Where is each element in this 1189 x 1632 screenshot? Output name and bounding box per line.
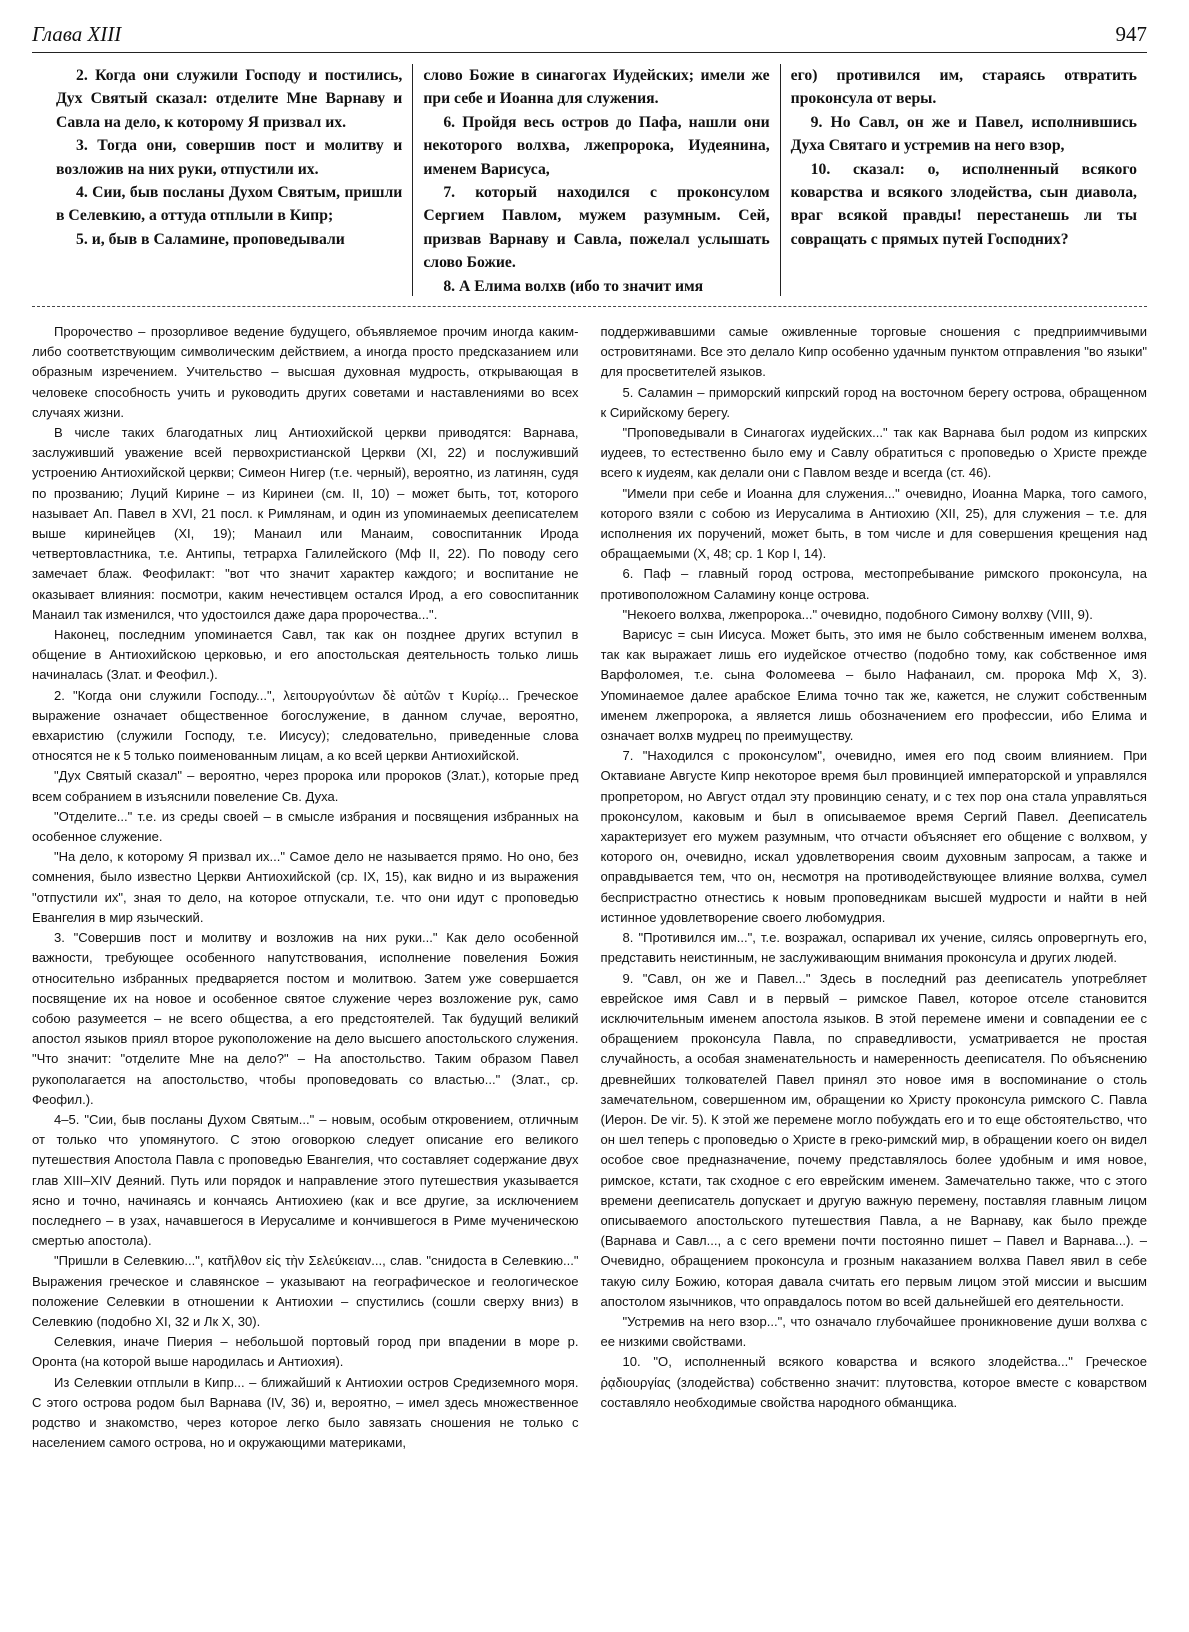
verse-paragraph: 10. сказал: о, исполненный всякого коварства и всякого злодейства, сын диавола, враг всякой правды! перестанешь ли ты совращать с прямых путей Господних? [790,160,1137,248]
commentary-paragraph: 9. "Савл, он же и Павел..." Здесь в последний раз дееписатель употребляет еврейское имя Савл и в первый – римское Павел, которое отселе становится исключительным именем апостола языков. В этой перемене имени и совпадении ее с обращением проконсула Павла, по справедливости, усматривается не простая случайность, а особая знаменательность и намеренность дееписателя. По объяснению древнейших толкователей Павел принял это новое имя в воспоминание о столь замечательном, совершенном им, обращении ко Христу проконсула римского С. Павла (Иерон. De vir. 5). К этой же перемене могло побуждать его и то еще обстоятельство, что он шел теперь с проповедью о Христе в греко-римский мир, в обращении коего он видел особое свое предназначение, почему представлялось более удобным и имя новое, римское, кстати, так сходное с его еврейским именем. Замечательно также, что с этого времени дееписатель допускает и другую важную перемену, поставляя главным лицом описываемого апостольского путешествия Павла, а не Варнаву, как было прежде (Варнава и Савл..., а с сего времени почти постоянно пишет – Павел и Варнава...). – Очевидно, обращением проконсула и грозным наказанием волхва Павел явил в себе такую силу Божию, которая давала считать его первым лицом этой миссии и высшим апостолом язычников, что оправдалось потом во всей дальнейшей его деятельности. [600,970,1147,1309]
commentary-paragraph: 8. "Противился им...", т.е. возражал, оспаривал их учение, силясь опровергнуть его, представить неистинным, не заслуживающим внимания проконсула и других людей. [600,930,1147,966]
verse-column [412,64,779,296]
commentary-paragraph: Наконец, последним упоминается Савл, так как он позднее других вступил в общение в Антиохийскою церковью, и его апостольская деятельность только лишь начиналась (Злат. и Феофил.). [32,627,579,683]
verse-paragraph: 6. Пройдя весь остров до Пафа, нашли они некоторого волхва, лжепророка, Иудеянина, именем Варисуса, [423,113,770,178]
commentary-paragraph: "Пришли в Селевкию...", κατῆλθον εἰς τὴν Σελεύκειαν..., слав. "снидоста в Селевкию..." Выражения греческое и славянское – указывают на географическое и геологическое положение Селевкии в отношении к Антиохии – спустились (сошли сверху вниз) в Селевкию (подобно XI, 32 и Лк X, 30). [32,1253,579,1329]
commentary-paragraph: Из Селевкии отплыли в Кипр... – ближайший к Антиохии остров Средиземного моря. С этого острова родом был Варнава (IV, 36) и, вероятно, – имел здесь множественное родство и знакомство, через которое легко было завязать сношения не только с населением самого острова, но и окружающими материками, [32,1374,579,1451]
verse-paragraph: 8. А Елима волхв (ибо то значит имя [443,277,704,295]
verse-paragraph: 7. который находился с проконсулом Сергием Павлом, мужем разумным. Сей, призвав Варнаву и Савла, пожелал услышать слово Божие. [423,184,770,272]
commentary-paragraph: 4–5. "Сии, быв посланы Духом Святым..." – новым, особым откровением, отличным от только что упомянутого. С этою оговоркою следует описание его великого путешествия Апостола Павла с проповедью Евангелия, что составляет содержание двух глав XIII–XIV Деяний. Путь или порядок и направление этого путешествия указывается ясно и точно, начинаясь и кончаясь Антиохиею (как и все другие, за исключением последнего – в узах, начавшегося в Иерусалиме и кончившегося в Риме мученическою смертью апостола). [32,1111,579,1249]
commentary-paragraph: 3. "Совершив пост и молитву и возложив на них руки..." Как дело особенной важности, требующее особенного напутствования, исполнение повеления Божия относительно избранных предваряется постом и молитвою. Затем уже совершается посвящение их на новое и особенное святое служение через возложение рук, само собою разумеется – не всего общества, а его предстоятелей. Так будущий великий апостол языков приял второе рукоположение на дело высшего апостольского служения. "Что значит: "отделите Мне на дело?" – На апостольство. Таким образом Павел рукополагается на апостольство, чтобы проповедовать со властью..." (Злат., ср. Феофил.). [32,930,579,1107]
scripture-verses [32,64,1147,296]
section-divider [32,306,1147,307]
commentary-paragraph: "Некоего волхва, лжепророка..." очевидно, подобного Симону волхву (VIII, 9). [622,606,1093,622]
commentary-column [601,322,1148,1622]
commentary-paragraph: "Имели при себе и Иоанна для служения..." очевидно, Иоанна Марка, того самого, которого взяли с собою из Иерусалима в Антиохию (XII, 25), для служения – т.е. для исполнения их поручений, может быть, в том числе и для совершения крещения над обращаемыми (X, 48; ср. 1 Кор I, 14). [600,485,1147,562]
commentary-paragraph: Варисус = сын Иисуса. Может быть, это имя не было собственным именем волхва, так как выражает лишь его иудейское отчество (подобно тому, как собственное имя Варфоломея, т.е. сына Фоломеева – было Нафанаил, см. пророка Мф X, 3). Упоминаемое далее арабское Елима точно так же, кажется, не служит собственным именем лжепророка, а является лишь обозначением его профессии, ибо Елима и означает волхв мудрец по преимуществу. [600,627,1147,744]
verse-paragraph: 9. Но Савл, он же и Павел, исполнившись Духа Святаго и устремив на него взор, [790,113,1137,155]
commentary-paragraph: 2. "Когда они служили Господу...", λειτουργούντων δὲ αὐτῶν τ Κυρίῳ... Греческое выражение означает общественное богослужение, в данном случае, вероятно, евхаристию (служили Господу, т.е. Иисусу); следовательно, приведенные слова относятся не к 5 только поименованным лицам, а ко всей церкви Антиохийской. [32,687,579,764]
commentary-paragraph: Пророчество – прозорливое ведение будущего, объявляемое прочим иногда каким-либо соответствующим символическим действием, а иногда просто предсказанием или образным изречением. Учительство – высшая духовная мудрость, открывающая в человеке способность учить и руководить других советами и наставлениями во всех случаях жизни. [32,324,579,420]
verse-paragraph: 5. и, быв в Саламине, проповедывали [76,230,345,248]
commentary-paragraph: 10. "О, исполненный всякого коварства и всякого злодейства..." Греческое ῥᾳδιουργίας (злодейства) собственно значит: плутовства, которое вместе с коварством составляло необходимые свойства народного обманщика. [600,1354,1147,1410]
chapter-title: Глава XIII [32,22,122,46]
commentary-paragraph: "Устремив на него взор...", что означало глубочайшее проникновение души волхва с ее низкими свойствами. [600,1313,1147,1350]
verse-column [32,64,412,296]
verse-paragraph: 2. Когда они служили Господу и постились, Дух Святый сказал: отделите Мне Варнаву и Савла на дело, к которому Я призвал их. [56,67,403,131]
commentary-paragraph: "Дух Святый сказал" – вероятно, через пророка или пророков (Злат.), которые пред всем собранием в изъяснили повеление Св. Духа. [32,768,579,804]
commentary-paragraph: "Отделите..." т.е. из среды своей – в смысле избрания и посвящения избранных на особенное служение. [32,808,579,845]
commentary-paragraph: Селевкия, иначе Пиерия – небольшой портовый город при впадении в море р. Оронта (на которой выше народилась и Антиохия). [32,1334,579,1370]
verse-paragraph: 3. Тогда они, совершив пост и молитву и возложив на них руки, отпустили их. [56,137,403,178]
verse-paragraph: 4. Сии, быв посланы Духом Святым, пришли в Селевкию, а оттуда отплыли в Кипр; [56,184,403,225]
commentary-paragraph: 5. Саламин – приморский кипрский город на восточном берегу острова, обращенном к Сирийскому берегу. [600,384,1147,420]
verse-paragraph: слово Божие в синагогах Иудейских; имели же при себе и Иоанна для служения. [423,67,770,108]
commentary-column [32,322,579,1622]
commentary-paragraph: поддерживавшими самые оживленные торговые сношения с предприимчивыми островитянами. Все это делало Кипр особенно удачным пунктом отправления "во языки" для просветителей языков. [600,324,1147,380]
commentary-paragraph: 6. Паф – главный город острова, местопребывание римского проконсула, на противоположном Саламину конце острова. [600,566,1147,602]
verse-column [780,64,1147,296]
page-number: 947 [1115,22,1147,46]
commentary-paragraph: "На дело, к которому Я призвал их..." Самое дело не называется прямо. Но оно, без сомнения, было известно Церкви Антиохийской (ср. IX, 15), как видно и из выражения "отпустили их", зная то дело, на которое отпускали, т.е. что они идут с проповедью Евангелия в мир языческий. [32,849,579,925]
commentary-paragraph: "Проповедывали в Синагогах иудейских..." так как Варнава был родом из кипрских иудеев, то естественно было ему и Савлу обратиться с проповедью о Христе прежде всего к иудеям, как делали они с Павлом везде и всегда (ст. 46). [600,425,1147,481]
page-header [32,22,1147,53]
commentary-paragraph: В числе таких благодатных лиц Антиохийской церкви приводятся: Варнава, заслуживший уважение всей первохристианской Церкви (XI, 22) и послуживший устроению Антиохийской церкви; Симеон Нигер (т.е. черный), вероятно, из латинян, судя по прозванию; Луций Кирине – из Киринеи (см. II, 10) – может быть, тот, которого называет Ап. Павел в XVI, 21 посл. к Римлянам, и один из упоминаемых дееписателем выше киринейцев (XI, 19); Манаил или Манаим, совоспитанник Ирода четвертовластника, т.е. Антипы, тетрарха Галилейского (Мф II, 22). По поводу сего замечает блаж. Феофилакт: "вот что значит характер каждого; и воспитание не оказывает влияния: посмотри, каким нечестивцем остался Ирод, а его совоспитанник Манаил так изменился, что удостоился даже дара пророчества...". [32,425,579,622]
commentary-paragraph: 7. "Находился с проконсулом", очевидно, имея его под своим влиянием. При Октавиане Августе Кипр некоторое время был провинцией императорской и управлялся пропретором, но Август отдал эту провинцию сенату, и с тех пор она стала управляться проконсулом, каковым и был в описываемое время Сергий Павел. Дееписатель характеризует его мужем разумным, что отчасти объясняет его общение с волхвом, у которого он, очевидно, искал удовлетворения своим духовным запросам, а также и оправдывается тем, что он, несмотря на противодействующее влияние волхва, сумел беспристрастно отнестись к новым проповедникам высшей мудрости и найти в ней истинное удовлетворение своего любомудрия. [600,748,1147,925]
commentary [32,322,1147,1622]
verse-paragraph: его) противился им, стараясь отвратить проконсула от веры. [790,67,1137,108]
